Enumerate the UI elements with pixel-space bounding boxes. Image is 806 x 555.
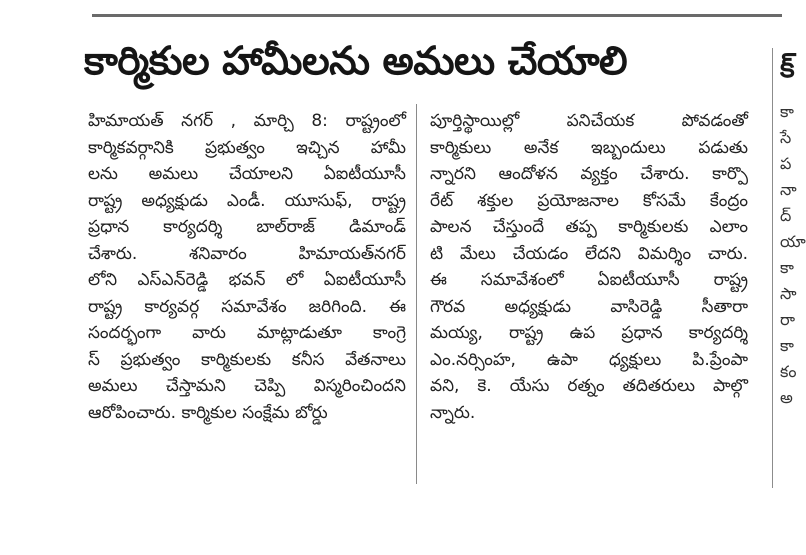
adjacent-text-glyph: యా	[780, 232, 806, 251]
column-line: అమలు చేస్తామని చెప్పి విస్మరించిందని	[88, 376, 406, 396]
adjacent-text-glyph: సా	[780, 284, 797, 303]
column-line: టి మేలు చేయడం లేదని విమర్శిం చారు.	[430, 243, 748, 264]
adjacent-text-glyph: కా	[780, 258, 794, 277]
adjacent-headline-glyph: క్	[780, 51, 795, 84]
article-column-left	[88, 108, 406, 426]
column-line: హిమాయత్ నగర్ , మార్చి 8: రాష్ట్రంలో	[88, 111, 406, 131]
column-line: మయ్య, రాష్ట్ర ఉప ప్రధాన కార్యదర్శి	[430, 323, 748, 343]
column-line: ఎం.నర్సింహ, ఉపా ధ్యక్షులు పి.ప్రేంపా	[430, 349, 748, 370]
article-column-right	[430, 108, 748, 426]
column-line: న్నారు.	[430, 402, 476, 423]
column-line: న్నారని ఆందోళన వ్యక్తం చేశారు. కార్పొ	[430, 164, 748, 184]
column-line: సందర్భంగా వారు మాట్లాడుతూ కాంగ్రె	[88, 323, 406, 343]
adjacent-text-glyph: ప	[780, 154, 792, 173]
column-line: ఆరోపించారు. కార్మికుల సంక్షేమ బోర్డు	[88, 402, 328, 423]
column-line: లను అమలు చేయాలని ఏఐటీయూసీ	[88, 164, 406, 184]
adjacent-text-glyph: సే	[780, 128, 792, 147]
adjacent-text-glyph: కా	[780, 336, 794, 355]
column-divider	[416, 104, 417, 484]
adjacent-text-glyph: నా	[780, 180, 797, 199]
adjacent-text-glyph: అ	[780, 388, 793, 407]
adjacent-text-glyph: కా	[780, 102, 794, 121]
column-line: కార్మికవర్గానికి ప్రభుత్వం ఇచ్చిన హామీ	[88, 137, 406, 158]
column-line: పాలన చేస్తుందే తప్ప కార్మికులకు ఎలాం	[430, 217, 748, 237]
column-line: గౌరవ అధ్యక్షుడు వాసిరెడ్డి సీతారా	[430, 296, 748, 317]
column-line: వని, కె. యేసు రత్నం తదితరులు పాల్గొ	[430, 376, 748, 396]
column-line: స్ ప్రభుత్వం కార్మికులకు కనీస వేతనాలు	[88, 349, 406, 370]
top-rule	[92, 14, 782, 17]
column-line: రాష్ట్ర కార్యవర్గ సమావేశం జరిగింది. ఈ	[88, 296, 406, 317]
adjacent-text-glyph: కం	[780, 362, 797, 381]
adjacent-text-glyph: ద్	[780, 206, 792, 225]
column-line: చేశారు. శనివారం హిమాయత్‌నగర్	[88, 243, 406, 264]
column-line: పూర్తిస్థాయిల్లో పనిచేయక పోవడంతో	[430, 111, 748, 131]
article-headline: కార్మికుల హామీలను అమలు చేయాలి	[84, 39, 628, 84]
column-line: రాష్ట్ర అధ్యక్షుడు ఎండీ. యూసుఫ్, రాష్ట్ర	[88, 190, 406, 211]
adjacent-article-snippet	[780, 30, 806, 490]
column-line: కార్మికులు అనేక ఇబ్బందులు పడుతు	[430, 137, 748, 158]
adjacent-text-glyph: రా	[780, 310, 795, 329]
adjacent-article-rule	[772, 48, 773, 488]
column-line: ఈ సమావేశంలో ఏఐటీయూసీ రాష్ట్ర	[430, 270, 748, 290]
column-line: రేట్ శక్తుల ప్రయోజనాల కోసమే కేంద్రం	[430, 190, 748, 211]
column-line: లోని ఎస్ఎన్‌రెడ్డి భవన్ లో ఏఐటీయూసీ	[88, 270, 406, 290]
column-line: ప్రధాన కార్యదర్శి బాల్‌రాజ్ డిమాండ్	[88, 217, 406, 237]
